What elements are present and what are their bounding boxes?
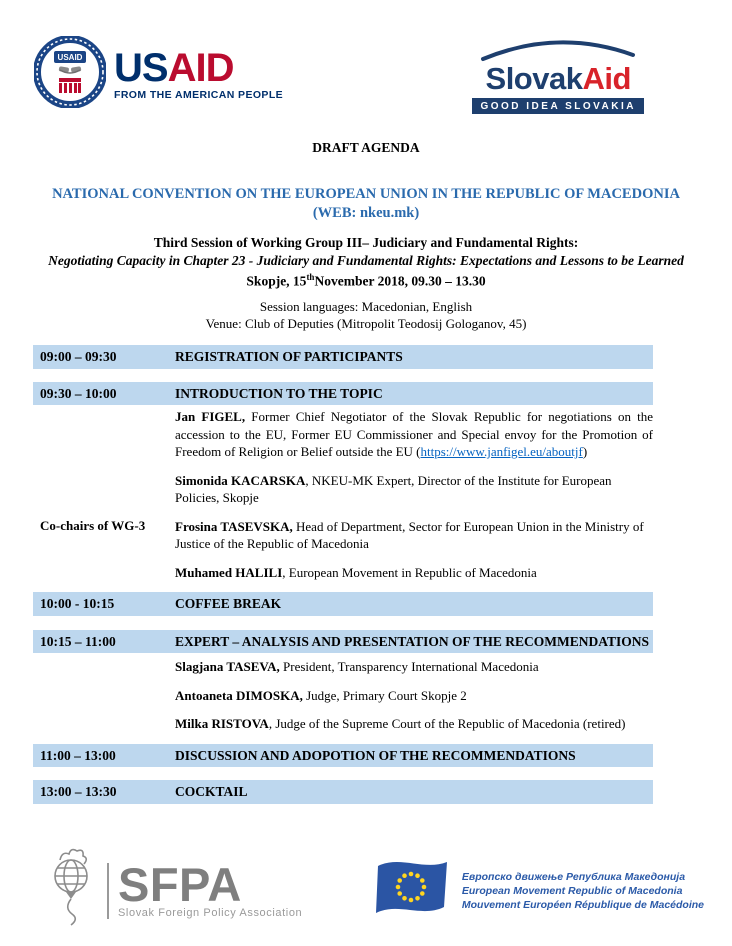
agenda-row-introduction: [33, 382, 653, 406]
eu-movement-line-fr: Mouvement Européen République de Macédoine: [461, 898, 704, 911]
usaid-seal-icon: [34, 36, 106, 113]
sfpa-divider: [107, 863, 109, 919]
speaker-desc: President, Transparency International Macedonia: [279, 659, 539, 674]
usaid-title: [114, 48, 283, 88]
slot-time: 09:00 – 09:30: [40, 349, 117, 364]
speaker-row-figel: [33, 405, 653, 469]
speaker-name: Milka RISTOVA: [175, 716, 269, 731]
eu-movement-line-en: European Movement Republic of Macedonia: [461, 884, 683, 897]
european-movement-text: [462, 870, 704, 912]
janfigel-link[interactable]: https://www.janfigel.eu/aboutjf: [420, 444, 583, 459]
speaker-row-dimoska: [33, 684, 653, 713]
convention-title: [0, 185, 732, 223]
speaker-name: Simonida KACARSKA: [175, 472, 306, 488]
date-ordinal: th: [306, 272, 315, 282]
speaker-desc: Judge, Primary Court Skopje 2: [302, 687, 467, 703]
svg-text:USAID: USAID: [57, 53, 83, 62]
agenda-row-expert-analysis: [33, 630, 653, 654]
speaker-row-ristova: [33, 712, 653, 741]
eu-flag-icon: [374, 858, 450, 923]
row-label-spacer: [40, 658, 175, 681]
session-subtitle: Negotiating Capacity in Chapter 23 - Judiciary and Fundamental Rights: Expectations and Lessons to be Learned: [48, 252, 684, 268]
speaker-name: Antoaneta DIMOSKA,: [175, 687, 303, 703]
slot-time: 10:15 – 11:00: [40, 633, 116, 649]
usaid-tagline: FROM THE AMERICAN PEOPLE: [114, 89, 284, 101]
convention-title-line1: NATIONAL CONVENTION ON THE EUROPEAN UNION IN THE REPUBLIC OF MACEDONIA: [52, 186, 680, 202]
date-rest: November 2018, 09.30 – 13.30: [314, 273, 486, 289]
slovakaid-tagline: GOOD IDEA SLOVAKIA: [472, 98, 644, 114]
slovakaid-aid-text: Aid: [582, 61, 631, 96]
speaker-name: Muhamed HALILI: [175, 564, 283, 580]
agenda-row-discussion: [33, 744, 653, 768]
sfpa-logo: [44, 848, 302, 933]
slot-title: COCKTAIL: [175, 784, 248, 799]
speaker-name: Slagjana TASEVA,: [175, 659, 280, 674]
speaker-desc: Former Chief Negotiator of the Slovak Republic for negotiations on the accession to the EU, Former EU Commissioner and Special envoy for the Promotion of Freedom of Religion or Belief outside the EU (: [175, 409, 654, 459]
agenda-row-coffee-break: [33, 592, 653, 616]
eu-movement-line-mk: Европско движење Република Македонија: [461, 870, 686, 883]
usaid-us-text: US: [114, 46, 168, 90]
slot-title: INTRODUCTION TO THE TOPIC: [175, 385, 383, 401]
slovakaid-slovak-text: Slovak: [485, 61, 583, 96]
usaid-wordmark: [114, 48, 283, 101]
session-title: Third Session of Working Group III– Judiciary and Fundamental Rights:: [153, 235, 579, 250]
agenda-row-registration: [33, 345, 653, 369]
speaker-entry: [175, 408, 653, 461]
speaker-entry: [175, 715, 653, 733]
row-label-spacer: [40, 687, 175, 710]
sfpa-acronym: SFPA: [118, 857, 242, 911]
speaker-desc: Head of Department, Sector for European Union in the Ministry of Justice of the Republic of Macedonia: [175, 518, 644, 551]
session-venue: Venue: Club of Deputies (Mitropolit Teodosij Gologanov, 45): [205, 315, 527, 331]
row-label-spacer: [40, 564, 175, 587]
european-movement-logo: [374, 858, 704, 923]
slot-title: EXPERT – ANALYSIS AND PRESENTATION OF THE RECOMMENDATIONS: [175, 633, 649, 649]
row-label-spacer: [40, 472, 175, 512]
speaker-name: Frosina TASEVSKA,: [175, 518, 293, 534]
row-label-spacer: [40, 408, 175, 466]
speaker-entry: [175, 472, 653, 507]
sfpa-wordmark: [118, 857, 303, 919]
speaker-row-tasevska: [33, 515, 653, 561]
speaker-name: Jan FIGEL,: [175, 409, 246, 424]
agenda-table: [33, 345, 653, 804]
slot-title: REGISTRATION OF PARTICIPANTS: [175, 349, 403, 364]
draft-agenda-title: DRAFT AGENDA: [312, 140, 420, 155]
agenda-row-cocktail: [33, 780, 653, 804]
sfpa-balloon-globe-icon: [44, 848, 98, 933]
slovakaid-logo: [472, 38, 644, 114]
slot-time: 10:00 - 10:15: [40, 596, 115, 611]
slot-time: 09:30 – 10:00: [40, 385, 117, 401]
speaker-desc: , NKEU-MK Expert, Director of the Institute for European Policies, Skopje: [175, 472, 612, 505]
speaker-desc: , Judge of the Supreme Court of the Republic of Macedonia (retired): [268, 716, 626, 731]
session-heading: [0, 234, 732, 290]
header-logos: [0, 0, 732, 114]
slot-title: COFFEE BREAK: [175, 596, 282, 611]
slot-title: DISCUSSION AND ADOPOTION OF THE RECOMMENDATIONS: [175, 747, 576, 763]
date-city: Skopje, 15: [246, 273, 307, 289]
session-meta: [0, 299, 732, 332]
speaker-desc-after: ): [582, 444, 588, 459]
speaker-entry: [175, 687, 653, 705]
session-languages: Session languages: Macedonian, English: [259, 299, 473, 314]
speaker-row-kacarska: [33, 469, 653, 515]
usaid-aid-text: AID: [167, 46, 234, 90]
slot-time: 11:00 – 13:00: [40, 747, 116, 763]
speaker-entry: [175, 564, 653, 582]
speaker-desc: , European Movement in Republic of Macedonia: [282, 564, 537, 580]
convention-web-line: (WEB: nkeu.mk): [312, 205, 420, 221]
footer-logos: [0, 848, 732, 933]
sfpa-tagline: Slovak Foreign Policy Association: [118, 906, 303, 919]
speaker-row-taseva: [33, 655, 653, 684]
wg-cochairs-label: Co-chairs of WG-3: [40, 517, 146, 533]
speaker-entry: [175, 658, 653, 676]
slot-time: 13:00 – 13:30: [40, 784, 117, 799]
speaker-entry: [175, 518, 653, 553]
usaid-logo: [34, 36, 283, 113]
session-date: [36, 269, 696, 290]
row-label-spacer: [40, 715, 175, 738]
speaker-row-halili: [33, 561, 653, 590]
slovakaid-title: [486, 63, 631, 95]
